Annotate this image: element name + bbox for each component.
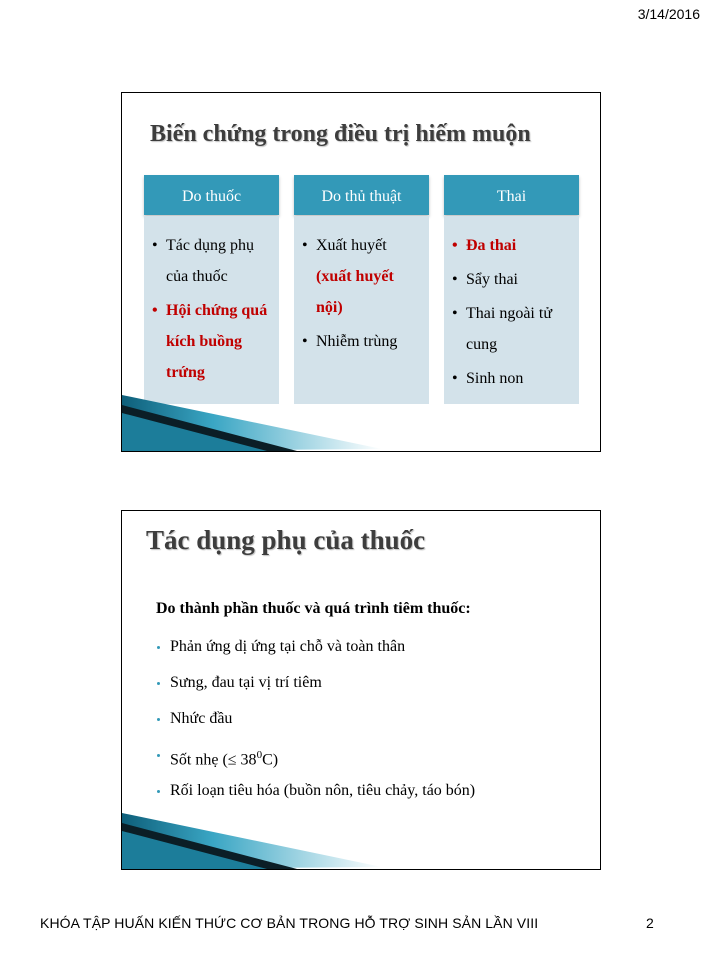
list-item: [302, 230, 423, 323]
list-item-text: Sốt nhẹ (≤ 38: [170, 751, 257, 769]
list-item-emphasis: (xuất huyết nội): [316, 268, 394, 316]
bullet-list: [156, 629, 475, 809]
column-header: Do thủ thuật: [294, 175, 429, 215]
lead-text: Do thành phần thuốc và quá trình tiêm thuốc:: [156, 600, 471, 617]
list-item-text: C): [262, 751, 279, 769]
list-item: Sưng, đau tại vị trí tiêm: [156, 665, 475, 701]
column-pregnancy: [444, 175, 579, 404]
list-item: Nhức đầu: [156, 701, 475, 737]
column-list: [452, 230, 573, 394]
superscript: 0: [256, 749, 263, 761]
page-number: 2: [646, 915, 654, 931]
list-item: • Nhiễm trùng: [302, 326, 423, 357]
list-item: Rối loạn tiêu hóa (buồn nôn, tiêu chảy, táo bón): [156, 773, 475, 809]
print-date: 3/14/2016: [637, 6, 700, 22]
slide-thumbnail-1: [121, 92, 601, 452]
list-item: • Sinh non: [452, 363, 573, 394]
list-item: Phản ứng dị ứng tại chỗ và toàn thân: [156, 629, 475, 665]
slide-title: Biến chứng trong điều trị hiếm muộn: [150, 121, 531, 147]
slide-title: Tác dụng phụ của thuốc: [146, 525, 426, 555]
column-body: [144, 216, 279, 404]
list-item: • Tác dụng phụ của thuốc: [152, 230, 273, 292]
column-drug: [144, 175, 279, 404]
footer-course-title: KHÓA TẬP HUẤN KIẾN THỨC CƠ BẢN TRONG HỖ TRỢ SINH SẢN LẦN VIII: [40, 915, 539, 931]
list-item-emphasis: • Hội chứng quá kích buồng trứng: [152, 295, 273, 388]
column-header: Do thuốc: [144, 175, 279, 215]
column-procedure: [294, 175, 429, 404]
list-item: • Sẩy thai: [452, 264, 573, 295]
column-body: [294, 216, 429, 404]
list-item-text: Xuất huyết: [316, 237, 387, 254]
slide-thumbnail-2: [121, 510, 601, 870]
list-item: [156, 737, 475, 773]
list-item-emphasis: • Đa thai: [452, 230, 573, 261]
column-list: [152, 230, 273, 388]
decorative-swoosh: [122, 809, 601, 869]
column-list: [302, 230, 423, 357]
column-body: [444, 216, 579, 404]
column-header: Thai: [444, 175, 579, 215]
list-item: • Thai ngoài tử cung: [452, 298, 573, 360]
decorative-swoosh: [122, 391, 601, 451]
